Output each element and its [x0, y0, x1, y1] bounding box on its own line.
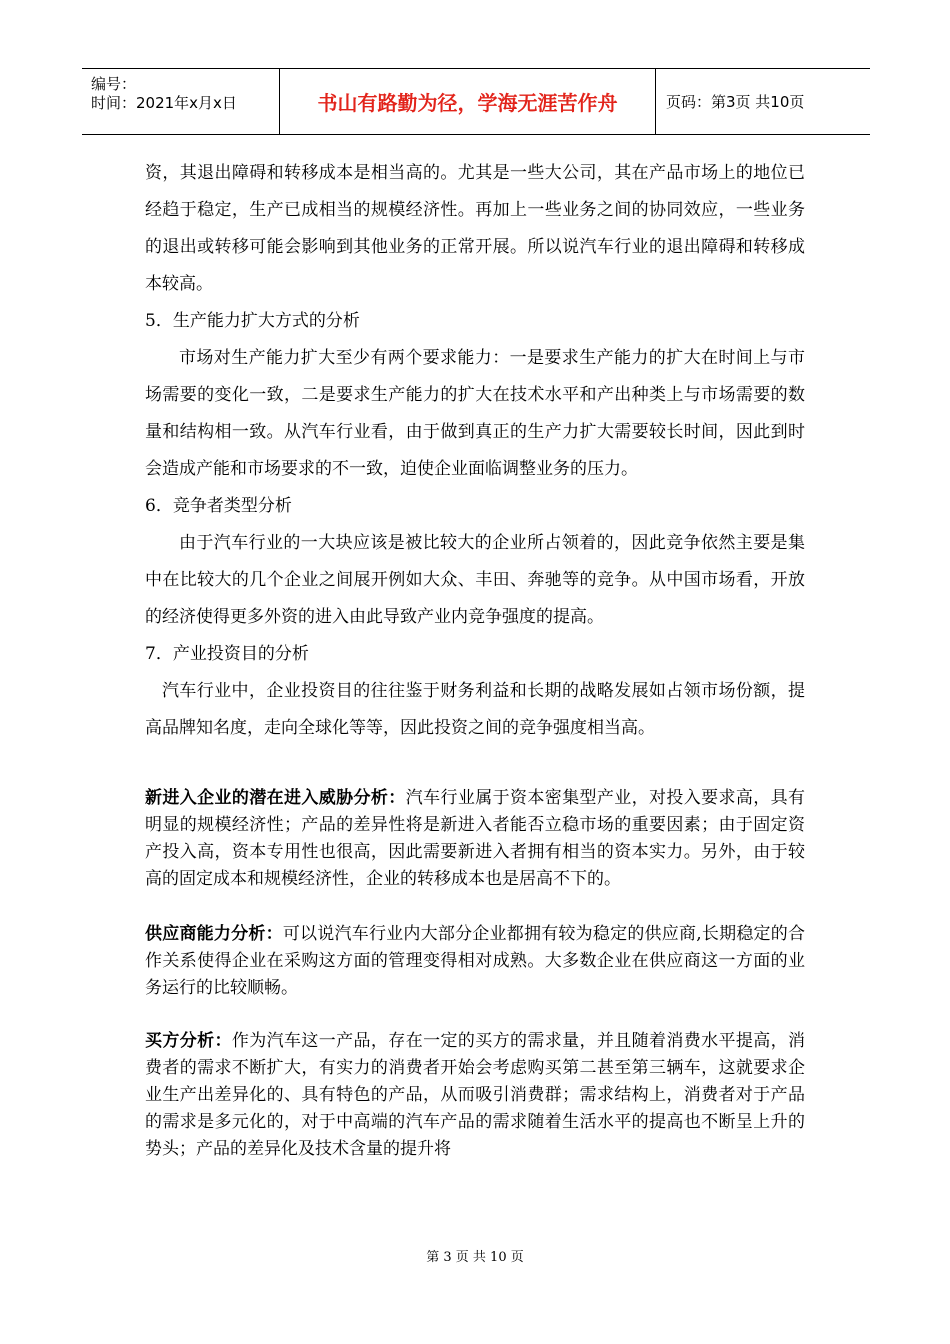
section-buyer-analysis-text: 作为汽车这一产品，存在一定的买方的需求量，并且随着消费水平提高，消费者的需求不断扩大，有实力的消费者开始会考虑购买第二甚至第三辆车，这就要求企业生产出差异化的、具有特色的产品，从而吸引消费群；需求结构上，消费者对于产品的需求是多元化的，对于中高端的汽车产品的需求随着生活水平的提高也不断呈上升的势头；产品的差异化及技术含量的提升将 [145, 1031, 806, 1159]
paragraph-capacity-expansion: 市场对生产能力扩大至少有两个要求能力：一是要求生产能力的扩大在时间上与市场需要的变化一致，二是要求生产能力的扩大在技术水平和产出种类上与市场需要的数量和结构相一致。从汽车行业看，由于做到真正的生产力扩大需要较长时间，因此到时会造成产能和市场要求的不一致，迫使企业面临调整业务的压力。 [145, 348, 805, 479]
section-new-entrants-title: 新进入企业的潜在进入威胁分析： [145, 788, 406, 808]
time-label: 时间：2021年x月x日 [91, 94, 237, 112]
section-supplier-power [145, 921, 805, 1002]
header-page-info: 页码：第3页 共10页 [666, 93, 805, 111]
heading-investment-purpose: 7．产业投资目的分析 [145, 644, 309, 664]
heading-capacity-expansion: 5．生产能力扩大方式的分析 [145, 311, 360, 331]
section-supplier-power-text: 可以说汽车行业内大部分企业都拥有较为稳定的供应商,长期稳定的合作关系使得企业在采购这方面的管理变得相对成熟。大多数企业在供应商这一方面的业务运行的比较顺畅。 [145, 924, 805, 998]
document-body [145, 155, 805, 1163]
page-header [82, 68, 870, 135]
section-supplier-power-title: 供应商能力分析： [145, 924, 283, 944]
header-meta [82, 69, 280, 134]
paragraph-exit-barriers: 资，其退出障碍和转移成本是相当高的。尤其是一些大公司，其在产品市场上的地位已经趋于稳定，生产已成相当的规模经济性。再加上一些业务之间的协同效应，一些业务的退出或转移可能会影响到其他业务的正常开展。所以说汽车行业的退出障碍和转移成本较高。 [145, 163, 805, 294]
section-buyer-analysis-title: 买方分析： [145, 1031, 232, 1051]
heading-competitor-types: 6．竞争者类型分析 [145, 496, 292, 516]
paragraph-investment-purpose: 汽车行业中，企业投资目的往往鉴于财务利益和长期的战略发展如占领市场份额，提高品牌知名度，走向全球化等等，因此投资之间的竞争强度相当高。 [145, 681, 805, 738]
number-label: 编号： [91, 75, 137, 93]
section-new-entrants [145, 785, 805, 893]
paragraph-competitor-types: 由于汽车行业的一大块应该是被比较大的企业所占领着的，因此竞争依然主要是集中在比较大的几个企业之间展开例如大众、丰田、奔驰等的竞争。从中国市场看，开放的经济使得更多外资的进入由此导致产业内竞争强度的提高。 [145, 533, 805, 627]
section-buyer-analysis [145, 1028, 805, 1163]
section-new-entrants-text: 汽车行业属于资本密集型产业，对投入要求高，具有明显的规模经济性；产品的差异性将是新进入者能否立稳市场的重要因素；由于固定资产投入高，资本专用性也很高，因此需要新进入者拥有相当的资本实力。另外，由于较高的固定成本和规模经济性，企业的转移成本也是居高不下的。 [145, 788, 806, 889]
page-footer: 第 3 页 共 10 页 [426, 1250, 524, 1265]
header-motto: 书山有路勤为径，学海无涯苦作舟 [280, 69, 656, 134]
